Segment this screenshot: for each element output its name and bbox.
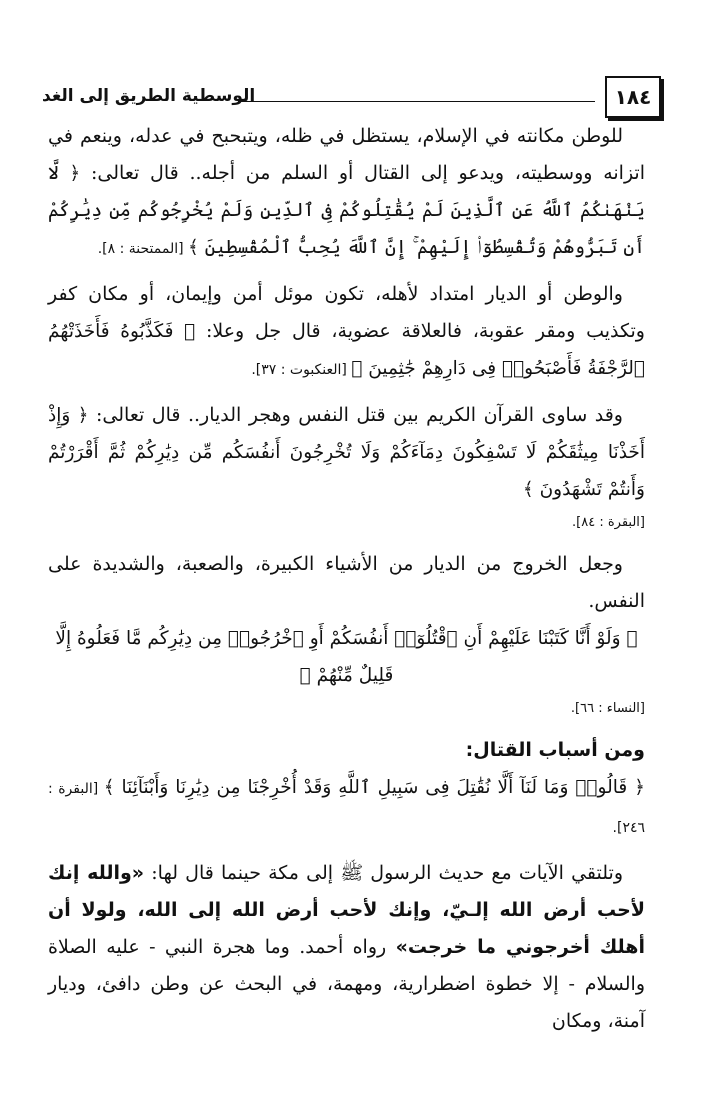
page-number-box [605,76,661,118]
paragraph-3 [48,397,645,508]
paragraph-7 [48,855,645,1040]
paragraph-1-text: للوطن مكانته في الإسلام، يستظل في ظله، ويتبحبح في عدله، وينعم في اتزانه ووسطيته، ويدعو إلى القتال أو السلم من أجله.. قال تعالى: [48,125,645,184]
paragraph-1 [48,118,645,268]
paragraph-7-text: وتلتقي الآيات مع حديث الرسول ﷺ إلى مكة حينما قال لها: [144,862,624,884]
header-rule [238,101,595,102]
paragraph-3-text: وقد ساوى القرآن الكريم بين قتل النفس وهجر الديار.. قال تعالى: [88,404,623,426]
quran-verse-3: ﴿ وَإِذْ أَخَذْنَا مِيثَٰقَكُمْ لَا تَسْفِكُونَ دِمَآءَكُمْ وَلَا تُخْرِجُونَ أَنفُسَكُم مِّن دِيَٰرِكُمْ ثُمَّ أَقْرَرْتُمْ وَأَنتُمْ تَشْهَدُونَ ﴾ [48,405,645,500]
verse-reference-3: [البقرة : ٨٤]. [572,515,645,530]
verse-reference-1: [الممتحنة : ٨]. [97,241,189,257]
hadith-quote: «والله إنك لأحب أرض الله إلـيّ، وإنك لأحب أرض الله إلى الله، ولولا أن أهلك أخرجوني ما خرجت» [48,862,645,958]
quran-verse-2: ﴿ فَكَذَّبُوهُ فَأَخَذَتْهُمُ ٱلرَّجْفَةُ فَأَصْبَحُوا۟ فِى دَارِهِمْ جَٰثِمِينَ ﴾ [48,321,645,379]
section-subheading: ومن أسباب القتال: [465,739,645,761]
verse-reference-2: [العنكبوت : ٣٧]. [251,362,352,378]
paragraph-4: وجعل الخروج من الديار من الأشياء الكبيرة، والصعبة، والشديدة على النفس. [48,553,645,612]
quran-verse-4: ﴿ وَلَوْ أَنَّا كَتَبْنَا عَلَيْهِمْ أَنِ ٱقْتُلُوٓا۟ أَنفُسَكُمْ أَوِ ٱخْرُجُوا۟ مِن دِيَٰرِكُم مَّا فَعَلُوهُ إِلَّا قَلِيلٌ مِّنْهُمْ ﴾ [55,628,638,686]
paragraph-2-text: والوطن أو الديار امتداد لأهله، تكون موئل أمن وإيمان، أو مكان كفر وتكذيب ومقر عقوبة، فالعلاقة عضوية، قال جل وعلا: [48,283,645,342]
verse-reference-5: [البقرة : ٢٤٦]. [48,781,645,836]
page-header [42,76,661,116]
page-number: ١٨٤ [614,85,652,109]
verse-reference-4: [النساء : ٦٦]. [570,701,645,716]
quran-verse-1: ﴿ لَّا يَنْهَىٰكُمُ ٱللَّهُ عَنِ ٱلَّذِينَ لَمْ يُقَٰتِلُوكُمْ فِى ٱلدِّينِ وَلَمْ يُخْرِجُوكُم مِّن دِيَٰرِكُمْ أَن تَبَرُّوهُمْ وَتُقْسِطُوٓا۟ إِلَيْهِمْ ۚ إِنَّ ٱللَّهَ يُحِبُّ ٱلْمُقْسِطِينَ ﴾ [48,163,645,258]
paragraph-2 [48,276,645,389]
paragraph-7-continuation: رواه أحمد. وما هجرة النبي - عليه الصلاة والسلام - إلا خطوة اضطرارية، ومهمة، في البحث عن وطن دافئ، وديار آمنة، ومكان [48,936,645,1032]
quran-verse-5: ﴿ قَالُوا۟ وَمَا لَنَآ أَلَّا نُقَٰتِلَ فِى سَبِيلِ ٱللَّهِ وَقَدْ أُخْرِجْنَا مِن دِيَٰرِنَا وَأَبْنَآئِنَا ﴾ [103,777,645,798]
page-body [48,118,645,1040]
paragraph-6 [48,769,645,847]
running-title: الوسطية الطريق إلى الغد [42,86,256,106]
